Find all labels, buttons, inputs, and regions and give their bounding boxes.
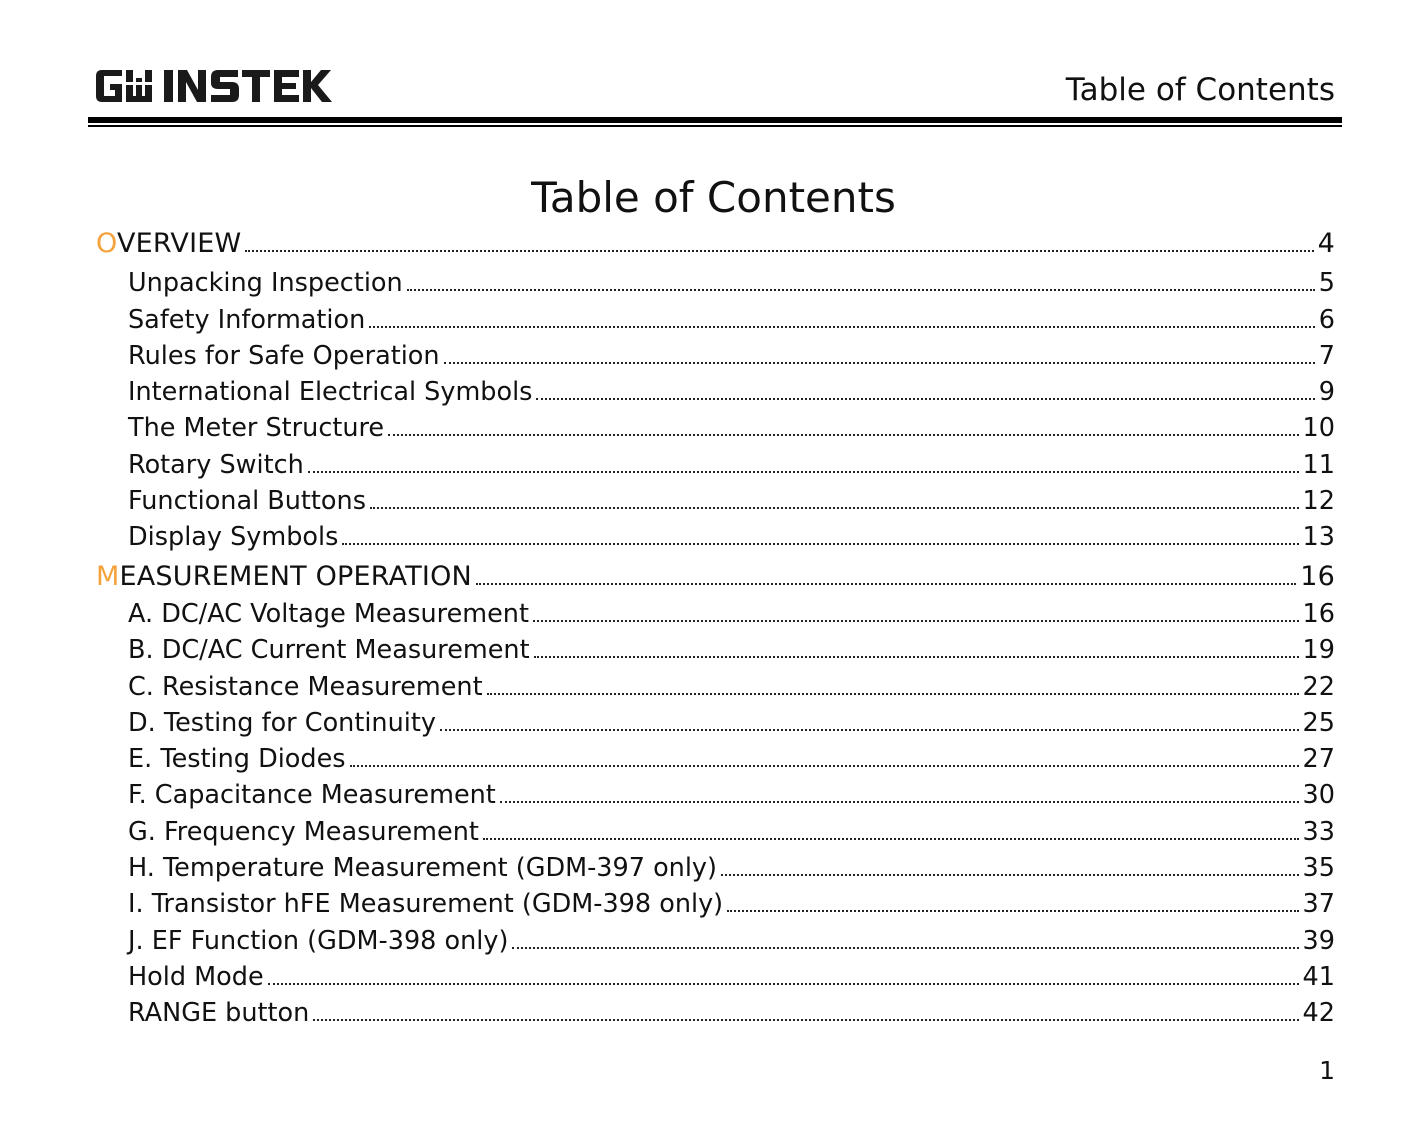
toc-section-entry[interactable] [128, 998, 1335, 1028]
toc-section-entry[interactable] [128, 744, 1335, 774]
dot-leader [245, 250, 1313, 252]
dot-leader [308, 471, 1299, 473]
toc-page-number: 4 [1317, 228, 1335, 259]
dot-leader [440, 729, 1299, 731]
toc-page-number: 39 [1302, 926, 1335, 956]
toc-section-entry[interactable] [128, 889, 1335, 919]
toc-section-entry[interactable] [128, 599, 1335, 629]
dot-leader [536, 398, 1314, 400]
dot-leader [487, 693, 1299, 695]
toc-page-number: 16 [1302, 599, 1335, 629]
page-number: 1 [1319, 1056, 1335, 1085]
header-rule-thick [88, 117, 1342, 123]
dot-leader [483, 838, 1299, 840]
chapter-title-rest: VERVIEW [116, 228, 242, 259]
gw-instek-logo [92, 62, 352, 110]
dot-leader [313, 1019, 1298, 1021]
header-rule-thin [88, 125, 1342, 127]
dot-leader [444, 362, 1315, 364]
toc-page-number: 12 [1302, 486, 1335, 516]
toc-page-number: 27 [1302, 744, 1335, 774]
toc-section-entry[interactable] [128, 817, 1335, 847]
dot-leader [512, 947, 1298, 949]
toc-entry-label: Rules for Safe Operation [128, 341, 440, 371]
toc-section-entry[interactable] [128, 341, 1335, 371]
toc-entry-label: Unpacking Inspection [128, 268, 403, 298]
toc-page-number: 41 [1302, 962, 1335, 992]
toc-page-number: 6 [1318, 305, 1335, 335]
toc-entry-label [96, 561, 472, 592]
toc-section-entry[interactable] [128, 708, 1335, 738]
chapter-initial: M [96, 561, 120, 592]
toc-section-entry[interactable] [128, 305, 1335, 335]
dot-leader [350, 765, 1299, 767]
toc-section-entry[interactable] [128, 672, 1335, 702]
toc-page-number: 33 [1302, 817, 1335, 847]
toc-page-number: 13 [1302, 522, 1335, 552]
toc-section-entry[interactable] [128, 486, 1335, 516]
toc-entry-label: A. DC/AC Voltage Measurement [128, 599, 529, 629]
logo-graphic [92, 62, 352, 110]
toc-page-number: 11 [1302, 450, 1335, 480]
toc-entry-label: Display Symbols [128, 522, 339, 552]
toc-entry-label: Functional Buttons [128, 486, 366, 516]
toc-page-number: 7 [1318, 341, 1335, 371]
toc-entry-label: G. Frequency Measurement [128, 817, 479, 847]
toc-section-entry[interactable] [128, 635, 1335, 665]
toc-entry-label: C. Resistance Measurement [128, 672, 483, 702]
toc-entry-label: International Electrical Symbols [128, 377, 533, 407]
toc-section-entry[interactable] [128, 268, 1335, 298]
dot-leader [369, 326, 1314, 328]
toc-entry-label: I. Transistor hFE Measurement (GDM-398 only) [128, 889, 724, 919]
dot-leader [533, 620, 1299, 622]
dot-leader [721, 874, 1299, 876]
dot-leader [476, 583, 1296, 585]
toc-page-number: 25 [1302, 708, 1335, 738]
dot-leader [268, 983, 1299, 985]
toc-page-number: 9 [1318, 377, 1335, 407]
toc-section-entry[interactable] [128, 962, 1335, 992]
toc-page-number: 35 [1302, 853, 1335, 883]
toc-page-number: 37 [1302, 889, 1335, 919]
toc-page-number: 42 [1302, 998, 1335, 1028]
chapter-initial: O [96, 228, 117, 259]
toc-page-number: 19 [1302, 635, 1335, 665]
toc-page-number: 16 [1300, 561, 1335, 592]
toc-entry-label: H. Temperature Measurement (GDM-397 only) [128, 853, 717, 883]
toc-entry-label: Rotary Switch [128, 450, 304, 480]
toc-entry-label: E. Testing Diodes [128, 744, 346, 774]
toc-entry-label: Hold Mode [128, 962, 264, 992]
toc-section-entry[interactable] [128, 853, 1335, 883]
dot-leader [342, 543, 1298, 545]
toc-chapter-entry[interactable] [96, 561, 1335, 592]
toc-page-number: 22 [1302, 672, 1335, 702]
toc-page-number: 30 [1302, 780, 1335, 810]
dot-leader [407, 289, 1315, 291]
header-section-title: Table of Contents [1065, 72, 1335, 108]
toc-entry-label: B. DC/AC Current Measurement [128, 635, 530, 665]
dot-leader [727, 910, 1298, 912]
toc-section-entry[interactable] [128, 780, 1335, 810]
toc-entry-label: Safety Information [128, 305, 366, 335]
toc-section-entry[interactable] [128, 377, 1335, 407]
page-title: Table of Contents [531, 173, 896, 222]
toc-entry-label [96, 228, 241, 259]
toc-section-entry[interactable] [128, 450, 1335, 480]
toc-chapter-entry[interactable] [96, 228, 1335, 259]
dot-leader [534, 656, 1299, 658]
toc-page-number: 10 [1302, 413, 1335, 443]
toc-entry-label: D. Testing for Continuity [128, 708, 436, 738]
dot-leader [370, 507, 1299, 509]
toc-entry-label: J. EF Function (GDM-398 only) [128, 926, 509, 956]
toc-entry-label: F. Capacitance Measurement [128, 780, 496, 810]
toc-section-entry[interactable] [128, 413, 1335, 443]
chapter-title-rest: EASUREMENT OPERATION [119, 561, 472, 592]
dot-leader [388, 434, 1298, 436]
toc-entry-label: The Meter Structure [128, 413, 385, 443]
toc-section-entry[interactable] [128, 926, 1335, 956]
toc-section-entry[interactable] [128, 522, 1335, 552]
toc-entry-label: RANGE button [128, 998, 310, 1028]
dot-leader [500, 801, 1299, 803]
toc-page-number: 5 [1318, 268, 1335, 298]
